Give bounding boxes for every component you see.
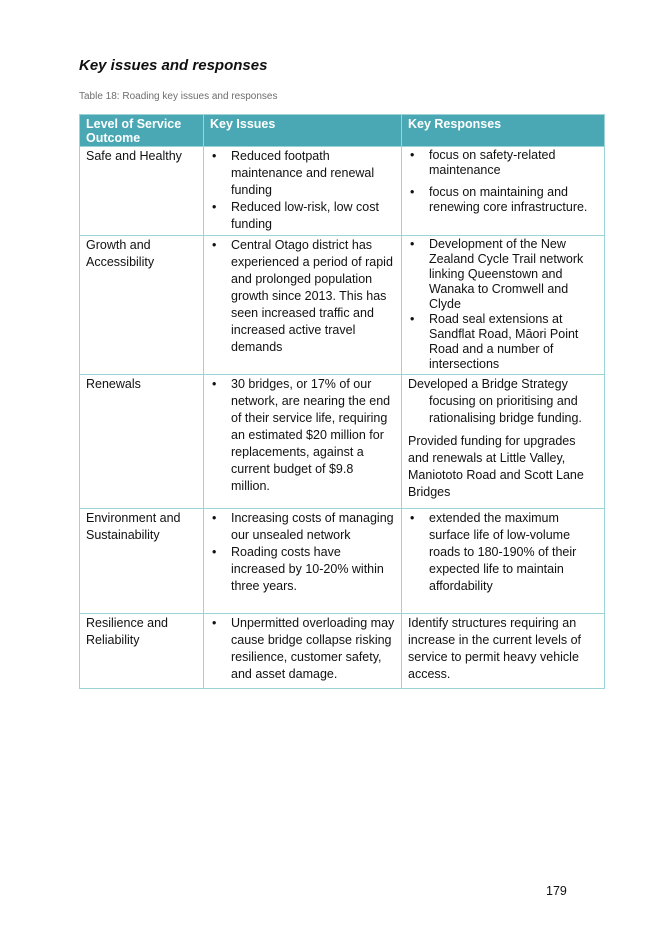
section-heading: Key issues and responses (79, 57, 268, 74)
issue-item: • Reduced footpath maintenance and renewal funding (210, 148, 395, 199)
table-row (80, 236, 605, 375)
issue-item: • 30 bridges, or 17% of our network, are nearing the end of their service life, requiring an estimated $20 million for replacements, against a current budget of $9.8 million. (210, 376, 395, 495)
issue-item: • Roading costs have increased by 10-20% within three years. (210, 544, 395, 595)
response-item: • focus on safety-related maintenance (408, 148, 598, 178)
issues-cell (204, 614, 402, 689)
page-number: 179 (546, 884, 567, 898)
key-issues-table (79, 114, 605, 689)
table-row (80, 509, 605, 614)
header-key-issues: Key Issues (204, 115, 402, 147)
table-row (80, 147, 605, 236)
issues-cell (204, 375, 402, 509)
table-row (80, 375, 605, 509)
response-item: • Development of the New Zealand Cycle Trail network linking Queenstown and Wanaka to Cromwell and Clyde (408, 237, 598, 312)
responses-cell (402, 236, 605, 375)
header-key-responses: Key Responses (402, 115, 605, 147)
table-header-row (80, 115, 605, 147)
responses-cell (402, 614, 605, 689)
response-item: • Road seal extensions at Sandflat Road, Māori Point Road and a number of intersections (408, 312, 598, 372)
issues-cell (204, 236, 402, 375)
issue-item: • Central Otago district has experienced a period of rapid and prolonged population growth since 2013. This has seen increased traffic and increased active travel demands (210, 237, 395, 356)
response-paragraph: Developed a Bridge Strategy focusing on prioritising and rationalising bridge funding. (408, 377, 582, 425)
outcome-cell: Growth and Accessibility (80, 236, 204, 375)
responses-cell (402, 147, 605, 236)
response-item: • focus on maintaining and renewing core infrastructure. (408, 185, 598, 215)
table-caption: Table 18: Roading key issues and responses (79, 91, 278, 102)
outcome-cell: Renewals (80, 375, 204, 509)
issue-item: • Unpermitted overloading may cause bridge collapse risking resilience, customer safety, and asset damage. (210, 615, 395, 683)
responses-cell (402, 375, 605, 509)
response-item: • extended the maximum surface life of low-volume roads to 180-190% of their expected life to maintain affordability (408, 510, 598, 595)
outcome-cell: Safe and Healthy (80, 147, 204, 236)
issues-cell (204, 509, 402, 614)
response-paragraph: Provided funding for upgrades and renewals at Little Valley, Maniototo Road and Scott Lane Bridges (408, 434, 584, 499)
header-level-of-service: Level of Service Outcome (80, 115, 204, 147)
table-row (80, 614, 605, 689)
outcome-cell: Resilience and Reliability (80, 614, 204, 689)
responses-cell (402, 509, 605, 614)
issue-item: • Reduced low-risk, low cost funding (210, 199, 395, 233)
outcome-cell: Environment and Sustainability (80, 509, 204, 614)
issues-cell (204, 147, 402, 236)
response-paragraph: Identify structures requiring an increase in the current levels of service to permit heavy vehicle access. (408, 616, 582, 681)
issue-item: • Increasing costs of managing our unsealed network (210, 510, 395, 544)
